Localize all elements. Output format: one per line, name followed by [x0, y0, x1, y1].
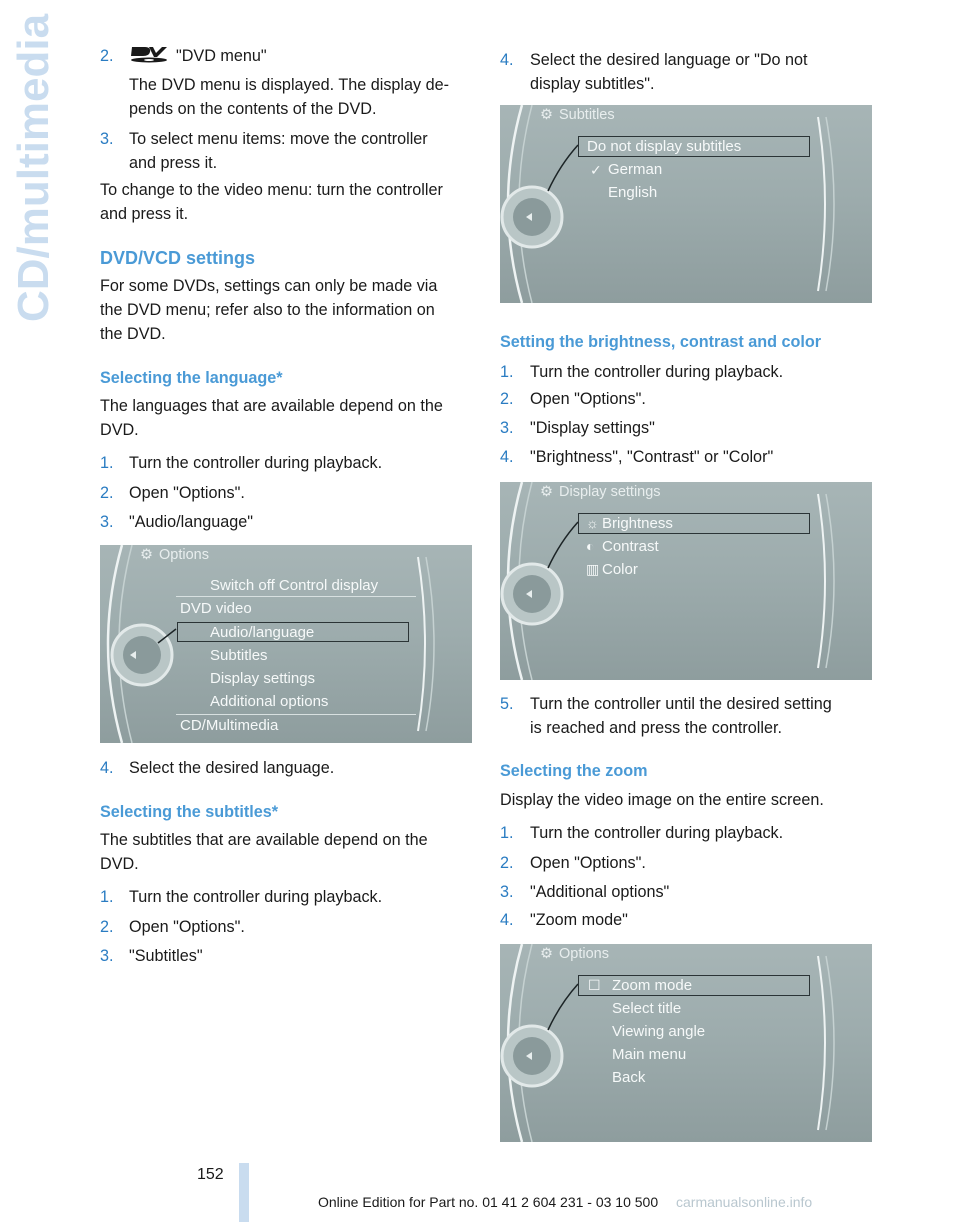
body-paragraph: The languages that are available depend on the: [100, 397, 443, 415]
step-number: 2.: [100, 918, 114, 936]
step-text: Turn the controller during playback.: [530, 824, 784, 842]
body-paragraph: Display the video image on the entire screen.: [500, 791, 824, 809]
step-text: and press it.: [129, 154, 218, 172]
menu-item-selected[interactable]: Zoom mode: [612, 977, 693, 994]
step-text: Select the desired language or "Do not: [530, 51, 808, 69]
step-text: Open "Options".: [129, 918, 245, 936]
step-text: is reached and press the controller.: [530, 719, 782, 737]
settings-icon: ⚙: [540, 946, 553, 962]
body-paragraph: To change to the video menu: turn the controller: [100, 181, 443, 199]
step-text: Open "Options".: [530, 854, 646, 872]
step-number: 1.: [100, 888, 114, 906]
step-text: "Audio/language": [129, 513, 254, 531]
step-text: Turn the controller during playback.: [129, 888, 383, 906]
menu-item[interactable]: Display settings: [210, 670, 316, 687]
body-paragraph: the DVD menu; refer also to the information on: [100, 301, 435, 319]
menu-item[interactable]: Back: [612, 1069, 646, 1086]
menu-group-label: CD/Multimedia: [180, 717, 279, 734]
step-number: 5.: [500, 695, 514, 713]
edition-text: Online Edition for Part no. 01 41 2 604 231 - 03 10 500: [318, 1194, 659, 1210]
menu-item[interactable]: Additional options: [210, 693, 329, 710]
menu-item[interactable]: German: [608, 161, 663, 178]
body-paragraph: the DVD.: [100, 325, 166, 343]
body-paragraph: and press it.: [100, 205, 189, 223]
step-number: 2.: [100, 484, 114, 502]
screen-header: [540, 946, 609, 962]
page-number: 152: [197, 1166, 224, 1183]
step-text: To select menu items: move the controller: [129, 130, 428, 148]
step-text: "Brightness", "Contrast" or "Color": [530, 448, 774, 466]
step-text: "Additional options": [530, 883, 670, 901]
settings-icon: ⚙: [540, 107, 553, 123]
step-number: 4.: [500, 51, 514, 69]
subsection-heading: Selecting the subtitles*: [100, 803, 279, 821]
menu-item[interactable]: Viewing angle: [612, 1023, 706, 1040]
menu-item[interactable]: Subtitles: [210, 647, 268, 664]
subsection-heading: Setting the brightness, contrast and color: [500, 333, 822, 351]
step-number: 2.: [100, 47, 114, 65]
screen-title: Options: [159, 547, 209, 563]
subsection-heading: Selecting the zoom: [500, 762, 648, 780]
step-text: "Display settings": [530, 419, 655, 437]
settings-icon: ⚙: [540, 484, 553, 500]
controller-dial-graphic: [500, 482, 872, 680]
dvd-logo-icon: [129, 45, 169, 68]
menu-item[interactable]: Switch off Control display: [210, 577, 379, 594]
step-text: Open "Options".: [129, 484, 245, 502]
menu-item[interactable]: Contrast: [602, 538, 659, 555]
subtitles-screen-image: [500, 105, 872, 303]
step-number: 4.: [100, 759, 114, 777]
step-number: 3.: [100, 513, 114, 531]
menu-item[interactable]: English: [608, 184, 658, 201]
body-paragraph: DVD.: [100, 421, 139, 439]
zoom-options-screen-image: [500, 944, 872, 1142]
step-number: 3.: [100, 947, 114, 965]
divider: [176, 714, 416, 715]
screen-header: [540, 484, 661, 500]
screen-title: Options: [559, 946, 609, 962]
options-screen-image: [100, 545, 472, 743]
footer-accent-bar: [239, 1163, 249, 1222]
watermark-text: carmanualsonline.info: [676, 1194, 813, 1210]
step-text: "DVD menu": [176, 47, 267, 65]
checkbox-icon[interactable]: ☐: [588, 977, 601, 993]
display-settings-screen-image: [500, 482, 872, 680]
menu-item-selected[interactable]: Do not display subtitles: [587, 138, 742, 155]
body-paragraph: The subtitles that are available depend on the: [100, 831, 428, 849]
step-description: pends on the contents of the DVD.: [129, 100, 377, 118]
step-number: 4.: [500, 911, 514, 929]
menu-item-selected[interactable]: Audio/language: [210, 624, 315, 641]
subsection-heading: Selecting the language*: [100, 369, 283, 387]
settings-icon: ⚙: [140, 547, 153, 563]
step-number: 1.: [100, 454, 114, 472]
step-text: Open "Options".: [530, 390, 646, 408]
step-text: Turn the controller until the desired setting: [530, 695, 832, 713]
step-number: 2.: [500, 390, 514, 408]
section-heading: DVD/VCD settings: [100, 248, 256, 268]
screen-header: [140, 547, 209, 563]
step-text: Turn the controller during playback.: [129, 454, 383, 472]
step-text: "Zoom mode": [530, 911, 628, 929]
controller-dial-graphic: [500, 944, 872, 1142]
controller-dial-graphic: [500, 105, 872, 303]
checkmark-icon: ✓: [590, 162, 602, 178]
menu-item[interactable]: Select title: [612, 1000, 682, 1017]
brightness-icon: ☼: [586, 515, 599, 531]
step-number: 1.: [500, 824, 514, 842]
step-text: Select the desired language.: [129, 759, 335, 777]
step-number: 2.: [500, 854, 514, 872]
menu-item-selected[interactable]: Brightness: [602, 515, 673, 532]
step-number: 3.: [500, 419, 514, 437]
step-text: Turn the controller during playback.: [530, 363, 784, 381]
divider: [176, 596, 416, 597]
step-text: "Subtitles": [129, 947, 203, 965]
screen-header: [540, 107, 615, 123]
step-text: display subtitles".: [530, 75, 655, 93]
side-section-title-text: CD/multimedia: [9, 13, 58, 322]
body-paragraph: DVD.: [100, 855, 139, 873]
menu-item[interactable]: Color: [602, 561, 638, 578]
color-icon: ▥: [586, 561, 600, 577]
screen-title: Subtitles: [559, 107, 615, 123]
menu-group-label: DVD video: [180, 600, 252, 617]
body-paragraph: For some DVDs, settings can only be made via: [100, 277, 438, 295]
side-section-title: [0, 0, 58, 330]
step-number: 3.: [500, 883, 514, 901]
contrast-icon: ◐: [586, 538, 595, 554]
step-number: 1.: [500, 363, 514, 381]
screen-title: Display settings: [559, 484, 661, 500]
step-number: 3.: [100, 130, 114, 148]
step-number: 4.: [500, 448, 514, 466]
step-description: The DVD menu is displayed. The display de‐: [129, 76, 450, 94]
menu-item[interactable]: Main menu: [612, 1046, 687, 1063]
